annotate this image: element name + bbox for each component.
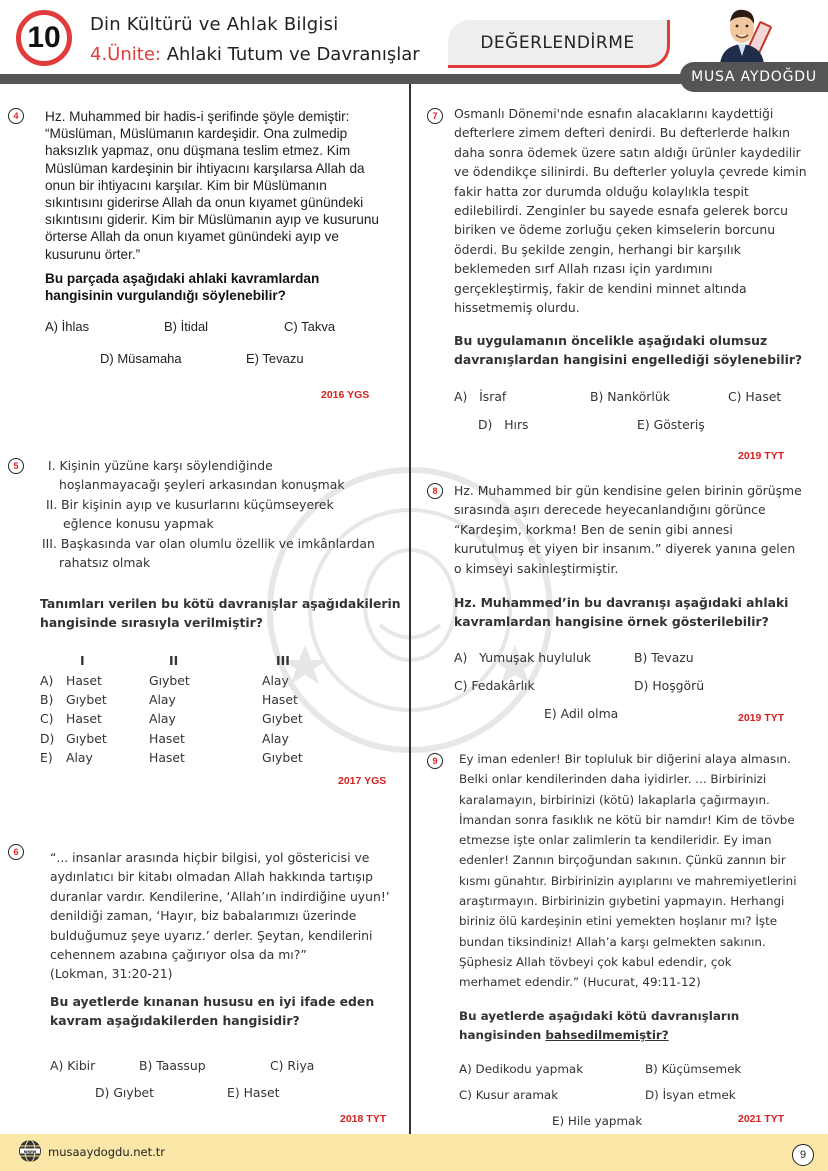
passage-line: biriniz ölü kardeşinin etini yemekten hoşlanır mı? İşte [459,914,778,929]
passage-line: sıkıntısını giderirse Allah da onun kıyamet günündeki [45,195,364,211]
unit-subtitle [90,44,420,65]
prompt-emphasis: bahsedilmemiştir? [545,1028,669,1042]
table-row[interactable] [40,729,346,748]
table-cell: Gıybet [262,750,303,766]
passage-line: kusurunu örter.” [45,246,141,262]
course-title: Din Kültürü ve Ahlak Bilgisi [90,14,339,35]
table-row[interactable] [40,690,346,709]
question-6-prompt [50,992,410,1031]
option-letter: E) [40,750,53,766]
question-number-badge [8,458,24,474]
passage-line: bundan tiksindiniz! Allah’a karşı gelmekten sakının. [459,934,766,949]
passage-line: kurutulmuş et yiyen bir insanım.” diyerek yanına gelen [454,541,796,557]
passage-line: fakir hatta zor durumda olduğu kolaylıkla tespit [454,183,749,199]
passage-line: Müslüman kardeşinin bir ihtiyacını karşılarsa Allah da [45,160,365,176]
table-cell: Haset [149,730,185,746]
question-number-badge [427,753,443,769]
prompt-line: Tanımları verilen bu kötü davranışlar aşağıdakilerin [40,596,401,611]
exam-source: 2016 YGS [321,389,370,401]
passage-line: ve ödendikçe silinirdi. Bu defterler yoluyla çevrede kimin [454,164,807,180]
option-b[interactable]: B) Tevazu [634,650,694,665]
option-d[interactable]: D) Müsamaha [100,351,182,366]
item-line: rahatsız olmak [59,555,151,571]
prompt-line: Bu ayetlerde kınanan hususu en iyi ifade eden [50,994,375,1009]
passage-line: defterlere zimem defteri denirdi. Bu defterlerde halkın [454,125,790,141]
passage-line: sırasında aşırı derecede heyecanlandığını görünce [454,502,766,518]
question-number: 8 [432,486,438,496]
table-cell: Haset [66,672,102,688]
prompt-line: davranışlardan hangisini engellediği söylenebilir? [454,352,803,368]
unit-label: 4.Ünite: [90,44,161,65]
passage-line: onun bir ihtiyacını karşılar. Kim bir Müslümanın [45,177,327,193]
passage-line: Hz. Muhammed bir hadis-i şerifinde şöyle demiştir: [45,109,350,124]
globe-www-icon [18,1139,42,1163]
question-5-prompt [40,594,410,633]
question-8-prompt [454,593,824,632]
prompt-text: hangisinden [459,1028,546,1042]
prompt-line: kavramlardan hangisine örnek gösterilebilir? [454,614,769,630]
passage-line: İmandan sonra fasıklık ne kötü bir namdır! Kim de tövbe [459,812,795,827]
table-cell: Gıybet [66,691,107,707]
prompt-line: Bu uygulamanın öncelikle aşağıdaki olumsuz [454,333,768,348]
passage-line: beklemeden sırf Allah rızası için yardımını [454,261,713,277]
option-e[interactable]: E) Adil olma [544,706,619,721]
question-5-items [42,456,408,572]
option-letter: A) [40,672,54,688]
prompt-line: Bu parçada aşağıdaki ahlaki kavramlardan [45,271,320,286]
unit-number: 10 [27,21,61,54]
svg-text:www: www [23,1149,37,1155]
table-header: II [169,653,179,669]
author-name-tab: MUSA AYDOĞDU [680,62,828,92]
prompt-line: kavram aşağıdakilerden hangisidir? [50,1013,300,1029]
passage-line: “... insanlar arasında hiçbir bilgisi, yol göstericisi ve [50,850,370,865]
passage-line: o kimseyi sakinleştirmiştir. [454,560,619,576]
passage-line: duranlar vardır. Kendilerine, ‘Allah’ın indirdiğine uyun!’ [50,888,390,904]
passage-line: “Müslüman, Müslümanın kardeşidir. Ona zulmedip [45,126,348,142]
option-a[interactable]: A) İsraf [454,389,507,404]
option-d[interactable]: D) İsyan etmek [645,1088,736,1102]
prompt-line: Bu ayetlerde aşağıdaki kötü davranışların [459,1009,740,1023]
passage-line: “Kardeşim, korkma! Ben de senin gibi annesi [454,521,733,537]
page-number: 9 [799,1149,807,1161]
item-line: I. Kişinin yüzüne karşı söylendiğinde [48,458,273,473]
passage-line: gerçekleştirmiş, fakir de kendini minnet altında [454,280,747,296]
option-a[interactable]: A) Dedikodu yapmak [459,1062,584,1076]
website-link[interactable]: musaaydogdu.net.tr [48,1145,166,1159]
passage-line: araştırmayın. Birbirinizin gıybetini yapmayın. Herhangi [459,894,785,909]
question-7-prompt [454,331,824,370]
exam-source: 2018 TYT [340,1113,387,1125]
table-row[interactable] [40,709,346,728]
passage-line: Hz. Muhammed bir gün kendisine gelen birinin görüşme [454,483,802,498]
option-b[interactable]: B) Nankörlük [590,389,670,404]
item-line: III. Başkasında var olan olumlu özellik ve imkânlardan [42,535,375,551]
table-row[interactable] [40,748,346,767]
prompt-line: hangisinin vurgulandığı söylenebilir? [45,288,286,304]
question-number: 7 [432,111,438,121]
section-label: DEĞERLENDİRME [448,20,670,68]
option-d[interactable]: D) Hoşgörü [634,678,705,693]
table-cell: Gıybet [66,730,107,746]
passage-line: (Lokman, 31:20-21) [50,966,173,982]
passage-line: edenler! Zannın birçoğundan sakının. Çünkü zannın bir [459,853,786,868]
unit-number-badge [16,10,72,66]
table-cell: Gıybet [149,672,190,688]
table-cell: Haset [149,750,185,766]
table-cell: Haset [66,711,102,727]
option-d[interactable]: D) Gıybet [95,1085,155,1100]
exam-source: 2019 TYT [738,450,785,462]
option-b[interactable]: B) İtidal [164,319,209,334]
page-number-badge [792,1144,814,1166]
option-e[interactable]: E) Tevazu [246,351,304,366]
passage-line: edilebilirdi. Zenginler bu sayede esnafa gelerek borcu [454,203,789,219]
passage-line: öderdi. Bu şekilde zengin, herhangi bir karşılık [454,241,741,257]
question-6-passage [50,848,410,984]
question-5-options-table [40,651,346,767]
passage-line: hissetmemiş olurdu. [454,300,580,316]
option-c[interactable]: C) Fedakârlık [454,678,535,693]
question-number-badge [427,483,443,499]
item-line: hoşlanmayacağı şeyleri arkasından konuşmak [59,477,345,493]
prompt-line [459,1026,828,1045]
passage-line: sıkıntısını giderir. Kim bir Müslümanın ayıp ve kusurunu [45,212,379,228]
question-number: 9 [432,756,438,766]
passage-line: bulduğumuz şeye uyarız.’ derler. Şeytan, kendilerini [50,927,373,943]
option-letter: B) [40,691,54,707]
exam-source: 2019 TYT [738,712,785,724]
question-4-passage [45,108,405,263]
table-header [40,651,66,670]
question-9-passage [459,749,828,993]
question-number-badge [8,108,24,124]
table-row[interactable] [40,670,346,689]
passage-line: cehennem azabına çağırıyor olsa da mı?” [50,947,307,963]
option-c[interactable]: C) Haset [728,389,782,404]
option-d[interactable]: D) Hırs [478,417,529,432]
table-cell: Haset [262,691,298,707]
prompt-line: Hz. Muhammed’in bu davranışı aşağıdaki ahlaki [454,595,789,610]
option-letter: C) [40,711,54,727]
table-header: I [80,653,85,669]
exam-source: 2017 YGS [338,775,387,787]
option-e[interactable]: E) Gösteriş [637,417,705,432]
passage-line: daha sonra ödemek üzere satın aldığı ürünler kaydedilir [454,144,801,160]
question-number: 4 [13,111,19,121]
question-number-badge [8,844,24,860]
passage-line: merhamet edendir.” (Hucurat, 49:11-12) [459,975,701,990]
question-number: 5 [13,461,19,471]
option-c[interactable]: C) Takva [284,319,336,334]
passage-line: biriken ve ödeme zorluğu çeken kimselerin borcunu [454,222,776,238]
prompt-line: hangisinde sırasıyla verilmiştir? [40,615,263,631]
passage-line: kısmı günahtır. Birbirinizin ayıplarını ve mahremiyetlerini [459,873,797,888]
option-a[interactable]: A) Kibir [50,1058,96,1073]
passage-line: aydınlatıcı bir kitabı olmadan Allah hakkında tartışıp [50,869,374,885]
table-cell: Alay [149,691,176,707]
option-c[interactable]: C) Kusur aramak [459,1088,559,1102]
passage-line: Ey iman edenler! Bir topluluk bir diğerini alaya almasın. [459,752,791,766]
question-8-passage [454,481,828,578]
table-cell: Gıybet [262,711,303,727]
option-a[interactable]: A) İhlas [45,319,90,334]
table-header: III [276,653,290,669]
option-c[interactable]: C) Riya [270,1058,315,1073]
table-header-row [40,651,346,670]
table-cell: Alay [149,711,176,727]
passage-line: Belki onlar kendilerinden daha iyidirler. ... Birbirinizi [459,772,767,787]
item-line: II. Bir kişinin ayıp ve kusurlarını küçümseyerek [46,496,334,512]
table-cell: Alay [262,672,289,688]
question-number-badge [427,108,443,124]
question-number: 6 [13,847,19,857]
author-avatar-icon [712,4,774,64]
passage-line: karalamayın, birbirinizi (kötü) lakaplarla çağırmayın. [459,792,770,807]
unit-title: Ahlaki Tutum ve Davranışlar [166,44,420,65]
option-a[interactable]: A) Yumuşak huyluluk [454,650,592,665]
question-9-prompt [459,1007,828,1045]
passage-line: denildiği zaman, ‘Hayır, biz babalarımızı üzerinde [50,908,357,924]
option-b[interactable]: B) Küçümsemek [645,1062,742,1076]
option-e[interactable]: E) Hile yapmak [552,1114,643,1128]
table-cell: Alay [66,750,93,766]
question-7-passage [454,104,824,317]
passage-line: örterse Allah da onun kıyamet günündeki ayıp ve [45,229,339,245]
option-e[interactable]: E) Haset [227,1085,280,1100]
passage-line: haksızlık yapmaz, onu düşmana teslim etmez. Kim [45,143,351,159]
item-line: eğlence konusu yapmak [63,516,214,532]
passage-line: Osmanlı Dönemi'nde esnafın alacaklarını kaydettiği [454,106,774,121]
passage-line: Şüphesiz Allah tövbeyi çok kabul edendir, çok [459,954,732,969]
exam-source: 2021 TYT [738,1113,785,1125]
option-letter: D) [40,730,55,746]
option-b[interactable]: B) Taassup [139,1058,206,1073]
question-4-prompt [45,270,405,304]
table-cell: Alay [262,730,289,746]
passage-line: etmezse işte onlar zalimlerin ta kendileridir. Ey iman [459,833,772,848]
